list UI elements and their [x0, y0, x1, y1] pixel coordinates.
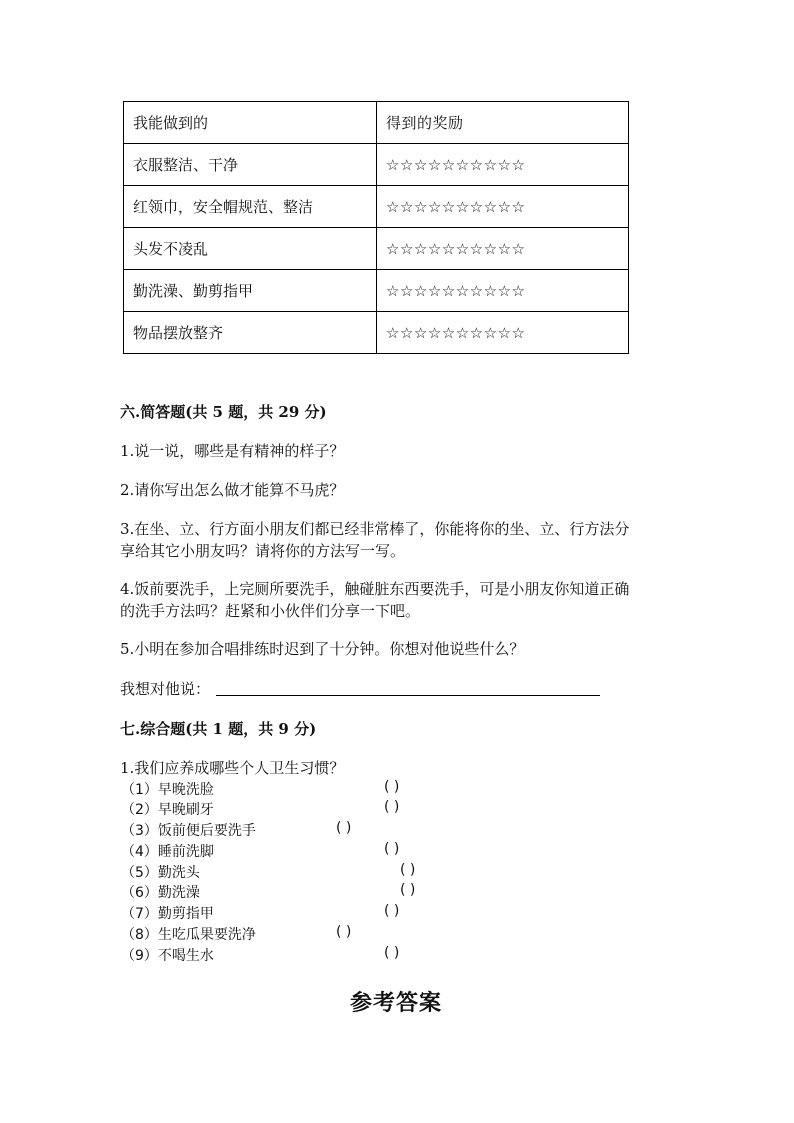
question-text: 3.在坐、立、行方面小朋友们都已经非常棒了，你能将你的坐、立、行方法分 — [120, 520, 630, 538]
table-cell-stars: ☆☆☆☆☆☆☆☆☆☆ — [377, 186, 629, 228]
table-cell-item: 头发不凌乱 — [124, 228, 377, 270]
habit-item: （8）生吃瓜果要洗净 — [121, 927, 256, 943]
table-row — [124, 144, 629, 186]
habit-item: （5）勤洗头 — [121, 865, 200, 881]
question-text: 1.我们应养成哪些个人卫生习惯？ — [120, 759, 345, 777]
answer-parenthesis[interactable]: ( ) — [384, 903, 400, 919]
habit-item: （3）饭前便后要洗手 — [121, 823, 256, 839]
table-cell-stars: ☆☆☆☆☆☆☆☆☆☆ — [377, 144, 629, 186]
habit-item: （7）勤剪指甲 — [121, 906, 214, 922]
answer-parenthesis[interactable]: ( ) — [384, 945, 400, 961]
table-header-cell: 我能做到的 — [124, 102, 377, 144]
table-cell-item: 红领巾，安全帽规范、整洁 — [124, 186, 377, 228]
table-cell-item: 勤洗澡、勤剪指甲 — [124, 270, 377, 312]
question-text: 5.小明在参加合唱排练时迟到了十分钟。你想对他说些什么？ — [120, 640, 525, 658]
answer-parenthesis[interactable]: ( ) — [384, 799, 400, 815]
answer-blank-line[interactable] — [216, 695, 600, 696]
question-text: 1.说一说，哪些是有精神的样子？ — [120, 442, 345, 460]
habit-item: （4）睡前洗脚 — [121, 844, 214, 860]
habit-item: （1）早晚洗脸 — [121, 782, 214, 798]
table-row — [124, 186, 629, 228]
answer-parenthesis[interactable]: ( ) — [336, 820, 352, 836]
answer-parenthesis[interactable]: ( ) — [400, 882, 416, 898]
table-header-row — [124, 102, 629, 144]
question-text: 享给其它小朋友吗？请将你的方法写一写。 — [120, 542, 406, 560]
answer-prompt: 我想对他说： — [120, 680, 211, 698]
answer-parenthesis[interactable]: ( ) — [400, 862, 416, 878]
question-text: 4.饭前要洗手，上完厕所要洗手，触碰脏东西要洗手，可是小朋友你知道正确 — [120, 580, 630, 598]
reward-table — [123, 101, 629, 354]
question-text: 2.请你写出怎么做才能算不马虎？ — [120, 481, 345, 499]
habit-item: （9）不喝生水 — [121, 948, 214, 964]
table-cell-item: 衣服整洁、干净 — [124, 144, 377, 186]
table-cell-stars: ☆☆☆☆☆☆☆☆☆☆ — [377, 228, 629, 270]
answer-parenthesis[interactable]: ( ) — [384, 841, 400, 857]
table-cell-stars: ☆☆☆☆☆☆☆☆☆☆ — [377, 312, 629, 354]
answer-parenthesis[interactable]: ( ) — [384, 779, 400, 795]
habit-item: （2）早晚刷牙 — [121, 802, 214, 818]
table-row — [124, 312, 629, 354]
answer-parenthesis[interactable]: ( ) — [336, 924, 352, 940]
table-row — [124, 228, 629, 270]
table-row — [124, 270, 629, 312]
habit-item: （6）勤洗澡 — [121, 885, 200, 901]
section-heading: 七.综合题(共 1 题，共 9 分) — [120, 720, 317, 738]
table-cell-stars: ☆☆☆☆☆☆☆☆☆☆ — [377, 270, 629, 312]
table-cell-item: 物品摆放整齐 — [124, 312, 377, 354]
answers-title: 参考答案 — [350, 990, 443, 1016]
table-header-cell: 得到的奖励 — [377, 102, 629, 144]
question-text: 的洗手方法吗？赶紧和小伙伴们分享一下吧。 — [120, 602, 421, 620]
section-heading: 六.简答题(共 5 题，共 29 分) — [120, 403, 327, 421]
